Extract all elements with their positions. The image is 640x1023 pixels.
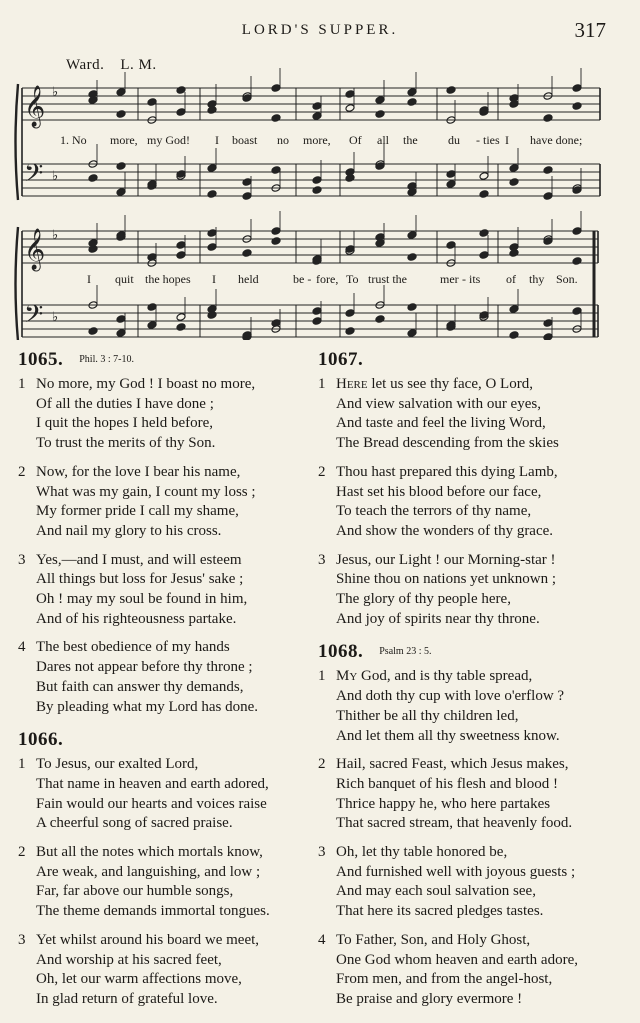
system-2-bass-note (407, 329, 417, 338)
system-2-bass-note (345, 309, 355, 318)
verse-line (18, 522, 308, 542)
system-2-bass-clef: 𝄢 (24, 300, 44, 335)
verse-line (18, 795, 308, 815)
system-1-treble-note (88, 90, 98, 99)
verse-line (318, 902, 618, 922)
lyric-word: I (87, 272, 91, 286)
tune-meter: L. M. (120, 57, 157, 73)
verse-text: Hast set his blood before our face, (336, 483, 542, 500)
verse-line (18, 658, 308, 678)
verse-line (18, 590, 308, 610)
verse-text: To Father, Son, and Holy Ghost, (336, 931, 531, 948)
running-title: LORD'S SUPPER. (241, 22, 399, 38)
system-2-treble-note (572, 227, 582, 236)
stanza-number: 1 (318, 668, 326, 685)
system-2-bass-note (312, 307, 322, 316)
verse-line (318, 775, 618, 795)
hymn-number: 1065. (18, 349, 64, 370)
verse-text: What was my gain, I count my loss ; (36, 483, 256, 500)
initial-word: Here (336, 376, 368, 392)
verse-text: Yes,—and I must, and will esteem (36, 551, 242, 568)
verse-text: The theme demands immortal tongues. (36, 903, 270, 920)
hymn-number: 1068. (318, 641, 364, 663)
system-1-bass-note (407, 182, 417, 191)
system-1-treble-clef: 𝄞 (24, 86, 46, 127)
system-1-treble-note (375, 96, 385, 105)
stanza-number: 2 (18, 844, 26, 861)
verse-line (318, 727, 618, 747)
music-systems (16, 68, 601, 340)
verse-text: And doth thy cup with love o'erflow ? (336, 688, 565, 705)
verse-text: From men, and from the angel-host, (336, 971, 553, 988)
verse-line (18, 551, 308, 571)
stanza-number: 2 (318, 463, 326, 480)
verse-text: The Bread descending from the skies (336, 435, 559, 452)
page-number: 317 (574, 18, 606, 42)
verse-line (18, 755, 308, 775)
system-1-brace (16, 84, 19, 200)
lyric-word: I (505, 133, 509, 147)
verse-text: The best obedience of my hands (36, 639, 230, 656)
verse-text: Now, for the love I bear his name, (36, 463, 241, 480)
lyric-word: fore, (316, 272, 339, 286)
system-1-bass-note (207, 164, 217, 173)
stanza (318, 463, 618, 542)
verse-text: Oh, let thy table honored be, (336, 844, 508, 861)
verse-line (18, 375, 308, 395)
verse-text: let us see thy face, O Lord, (367, 376, 533, 392)
lyric-word: have done; (530, 133, 583, 147)
system-1-treble-note (312, 112, 322, 121)
verse-text: Fain would our hearts and voices raise (36, 795, 267, 812)
stanza (318, 931, 618, 1010)
verse-text: A cheerful song of sacred praise. (36, 815, 233, 832)
system-2-treble-note (88, 245, 98, 254)
lyric-word: be - (293, 272, 312, 286)
system-1-treble-note (147, 98, 157, 107)
verse-line (18, 570, 308, 590)
verse-line (318, 970, 618, 990)
stanza (318, 755, 618, 834)
system-2-bass-note (116, 315, 126, 324)
verse-text: I quit the hopes I held before, (36, 415, 214, 432)
verse-text: To trust the merits of thy Son. (36, 435, 216, 452)
verse-text: The glory of thy people here, (336, 591, 511, 608)
verse-text: To Jesus, our exalted Lord, (36, 756, 199, 773)
system-1-treble-note (509, 94, 519, 103)
verse-text: Thrice happy he, who here partakes (336, 795, 551, 812)
stanza (18, 551, 308, 630)
lyric-word: du (448, 133, 460, 147)
system-1-bass-note (242, 192, 252, 201)
system-2-treble-note (271, 237, 281, 246)
stanza (318, 843, 618, 922)
verse-text: One God whom heaven and earth adore, (336, 951, 578, 968)
system-1-bass-note (509, 178, 519, 187)
system-1-treble-note (375, 110, 385, 119)
system-1-bass-note (116, 188, 126, 197)
system-1-treble-note (312, 102, 322, 111)
verse-text: That name in heaven and earth adored, (36, 775, 269, 792)
verse-text: To teach the terrors of thy name, (336, 503, 532, 520)
verse-line (318, 375, 618, 395)
system-2-bass-note (345, 327, 355, 336)
system-1-bass-note (446, 170, 456, 179)
stanza (18, 375, 308, 454)
verse-line (318, 951, 618, 971)
verse-line (18, 502, 308, 522)
system-1-treble-note (207, 106, 217, 115)
lyric-word: my God! (147, 133, 190, 147)
verse-text: And of his righteousness partake. (36, 610, 237, 627)
verse-text: Shine thou on nations yet unknown ; (336, 571, 556, 588)
verse-text: Thou hast prepared this dying Lamb, (336, 463, 558, 480)
lyric-word: I (215, 133, 219, 147)
system-1-treble-note (116, 88, 126, 97)
verse-text: And view salvation with our eyes, (336, 395, 541, 412)
system-1-treble-note (543, 114, 553, 123)
verse-line (18, 775, 308, 795)
system-1-bass-note (88, 174, 98, 183)
stanza-number: 2 (18, 463, 26, 480)
lyric-word: the hopes (145, 272, 191, 286)
verse-text: Be praise and glory evermore ! (336, 990, 523, 1007)
system-2-bass-note (509, 305, 519, 314)
stanza-number: 1 (18, 376, 26, 392)
verse-text: And show the wonders of thy grace. (336, 522, 554, 539)
verse-line (18, 843, 308, 863)
lyric-word: 1. No (60, 133, 87, 147)
lyric-word: I (212, 272, 216, 286)
hymn-number: 1066. (18, 729, 64, 751)
system-1-treble-note (572, 84, 582, 93)
system-1-treble-note (407, 88, 417, 97)
verse-line (318, 882, 618, 902)
verse-line (318, 522, 618, 542)
system-1-treble-note (572, 102, 582, 111)
lyric-word: trust the (368, 272, 407, 286)
hymn-heading (318, 642, 618, 667)
lyric-word: Son. (556, 272, 578, 286)
verse-line (18, 698, 308, 718)
verse-text: All things but loss for Jesus' sake ; (36, 571, 244, 588)
hymn-heading (318, 350, 618, 375)
verse-text: That sacred stream, that heavenly food. (336, 815, 573, 832)
system-2-bass-note (147, 303, 157, 312)
stanza-number: 3 (318, 551, 326, 568)
verse-text: And let them all thy sweetness know. (336, 727, 560, 744)
system-2-bass-note (116, 329, 126, 338)
system-1-bass-note (242, 178, 252, 187)
verse-text: My former pride I call my shame, (36, 503, 239, 520)
stanza-number: 3 (318, 844, 326, 861)
stanza-number: 3 (18, 931, 26, 948)
scripture-reference: Phil. 3 : 7-10. (79, 354, 134, 365)
verse-text: God, and is thy table spread, (357, 668, 533, 685)
verse-line (18, 463, 308, 483)
system-2-treble-note (207, 229, 217, 238)
verse-text: That here its sacred pledges tastes. (336, 903, 544, 920)
verse-text: And may each soul salvation see, (336, 883, 536, 900)
lyric-word: no (277, 133, 289, 147)
lyric-word: To (346, 272, 359, 286)
system-1-flat: ♭ (52, 85, 59, 100)
system-2-treble-note (176, 241, 186, 250)
verse-line (318, 795, 618, 815)
verse-text: Jesus, our Light ! our Morning-star ! (336, 551, 556, 568)
lyric-word: - its (462, 272, 481, 286)
lyric-word: - ties (476, 133, 500, 147)
verse-line (318, 667, 618, 687)
tune-name: Ward. (66, 57, 105, 73)
system-2-bass-note (312, 317, 322, 326)
system-2-treble-note (407, 253, 417, 262)
system-2-flat: ♭ (52, 310, 59, 325)
verse-text: And worship at his sacred feet, (36, 951, 222, 968)
verse-text: Are weak, and languishing, and low ; (36, 863, 261, 880)
verse-line (318, 843, 618, 863)
verse-line (318, 755, 618, 775)
system-1-treble-note (116, 110, 126, 119)
lyric-word: thy (529, 272, 545, 286)
verse-line (18, 610, 308, 630)
left-column (18, 350, 308, 1023)
system-1-bass-note (116, 162, 126, 171)
system-2-treble-clef: 𝄞 (24, 229, 46, 270)
system-1-bass-note (207, 190, 217, 199)
lyric-word: mer (440, 272, 459, 286)
verse-line (18, 951, 308, 971)
stanza (18, 755, 308, 834)
verse-text: Rich banquet of his flesh and blood ! (336, 775, 559, 792)
verse-line (18, 902, 308, 922)
stanza-number: 2 (318, 756, 326, 773)
verse-line (18, 678, 308, 698)
system-2-treble-note (407, 231, 417, 240)
system-1-treble-note (271, 84, 281, 93)
verse-text: Hail, sacred Feast, which Jesus makes, (336, 756, 569, 773)
system-1-bass-note (543, 166, 553, 175)
verse-text: By pleading what my Lord has done. (36, 698, 259, 715)
verse-line (318, 707, 618, 727)
verse-text: No more, my God ! I boast no more, (36, 376, 256, 392)
verse-line (318, 463, 618, 483)
system-1-bass-note (479, 190, 489, 199)
lyric-word: boast (232, 133, 258, 147)
lyric-word: more, (110, 133, 138, 147)
verse-text: Oh, let our warm affections move, (36, 971, 242, 988)
system-2-bass-note (572, 307, 582, 316)
system-2-bass-note (207, 311, 217, 320)
system-1-treble-note (446, 86, 456, 95)
verse-text: And joy of spirits near thy throne. (336, 610, 540, 627)
system-2-treble-note (509, 249, 519, 258)
system-2-bass-note (88, 327, 98, 336)
verse-line (318, 863, 618, 883)
system-2-bass-note (147, 321, 157, 330)
music-score (0, 0, 640, 340)
system-1-bass-note (446, 180, 456, 189)
lyric-word: all (377, 133, 389, 147)
lyric-word: held (238, 272, 259, 286)
verse-line (18, 395, 308, 415)
system-2-treble-note (271, 227, 281, 236)
verse-line (18, 882, 308, 902)
system-2-treble-note (242, 249, 252, 258)
system-2-treble-note (479, 229, 489, 238)
system-1-treble-note (176, 108, 186, 117)
lyric-word: Of (349, 133, 362, 147)
verse-line (18, 638, 308, 658)
hymn-heading (18, 730, 308, 755)
stanza-number: 1 (18, 756, 26, 773)
lyric-word: quit (115, 272, 134, 286)
system-1-treble-note (407, 98, 417, 107)
verse-line (318, 502, 618, 522)
system-1-bass-note (312, 176, 322, 185)
system-2-treble-note (207, 243, 217, 252)
system-2-bass-note (509, 331, 519, 340)
system-2-bass-note (543, 319, 553, 328)
system-2-treble-note (479, 251, 489, 260)
system-2-bass-note (176, 323, 186, 332)
system-2-bass-note (543, 333, 553, 340)
verse-text: Oh ! may my soul be found in him, (36, 591, 248, 608)
stanza-number: 1 (318, 376, 326, 392)
verse-line (318, 551, 618, 571)
stanza (18, 931, 308, 1010)
verse-line (18, 990, 308, 1010)
right-column (318, 350, 618, 1023)
stanza (18, 463, 308, 542)
verse-text: And nail my glory to his cross. (36, 522, 222, 539)
verse-line (318, 483, 618, 503)
system-2-brace (16, 227, 19, 340)
system-1-treble-note (345, 90, 355, 99)
verse-line (318, 414, 618, 434)
system-1-bass-note (509, 164, 519, 173)
verse-line (318, 814, 618, 834)
verse-text: But faith can answer thy demands, (36, 678, 244, 695)
verse-line (18, 970, 308, 990)
system-2-flat: ♭ (52, 228, 59, 243)
system-1-bass-note (345, 174, 355, 183)
scripture-reference: Psalm 23 : 5. (379, 646, 432, 658)
verse-line (318, 610, 618, 630)
verse-line (318, 395, 618, 415)
verse-line (318, 570, 618, 590)
system-2-bass-note (375, 315, 385, 324)
verse-line (18, 483, 308, 503)
system-2-treble-note (572, 257, 582, 266)
system-1-bass-clef: 𝄢 (24, 159, 44, 194)
lyric-word: more, (303, 133, 331, 147)
lyric-word: of (506, 272, 516, 286)
verse-line (318, 590, 618, 610)
verse-text: Of all the duties I have done ; (36, 395, 214, 412)
lyric-word: the (403, 133, 418, 147)
verse-line (318, 687, 618, 707)
verse-text: Dares not appear before thy throne ; (36, 659, 253, 676)
system-2-bass-note (407, 303, 417, 312)
stanza (318, 375, 618, 454)
system-1-bass-note (479, 172, 489, 181)
system-1-flat: ♭ (52, 169, 59, 184)
stanza (318, 667, 618, 746)
verse-text: Far, far above our humble songs, (36, 883, 234, 900)
verse-text: In glad return of grateful love. (36, 990, 218, 1007)
system-1-bass-note (312, 186, 322, 195)
verse-line (18, 863, 308, 883)
stanza (18, 638, 308, 717)
system-2-treble-note (147, 253, 157, 262)
system-2-treble-note (446, 241, 456, 250)
stanza-number: 4 (318, 931, 326, 948)
stanza (318, 551, 618, 630)
verse-text: And taste and feel the living Word, (336, 415, 546, 432)
system-1-treble-note (345, 104, 355, 113)
initial-word: My (336, 668, 358, 685)
verse-text: Thither be all thy children led, (336, 707, 519, 724)
verse-line (318, 434, 618, 454)
verse-text: And furnished well with joyous guests ; (336, 863, 576, 880)
stanza-number: 3 (18, 551, 26, 568)
verse-line (18, 434, 308, 454)
system-2-treble-note (176, 251, 186, 260)
verse-line (318, 990, 618, 1010)
verse-text: Yet whilst around his board we meet, (36, 931, 260, 948)
system-2-bass-note (271, 319, 281, 328)
hymn-number: 1067. (318, 349, 364, 370)
stanza-number: 4 (18, 639, 26, 656)
system-1-bass-note (543, 192, 553, 201)
system-1-treble-note (176, 86, 186, 95)
hymn-heading (18, 350, 308, 375)
verse-line (18, 814, 308, 834)
system-2-treble-note (375, 233, 385, 242)
system-1-bass-note (271, 166, 281, 175)
verse-text: But all the notes which mortals know, (36, 844, 263, 861)
system-2-bass-note (176, 313, 186, 322)
system-1-treble-note (271, 114, 281, 123)
verse-line (18, 414, 308, 434)
stanza (18, 843, 308, 922)
